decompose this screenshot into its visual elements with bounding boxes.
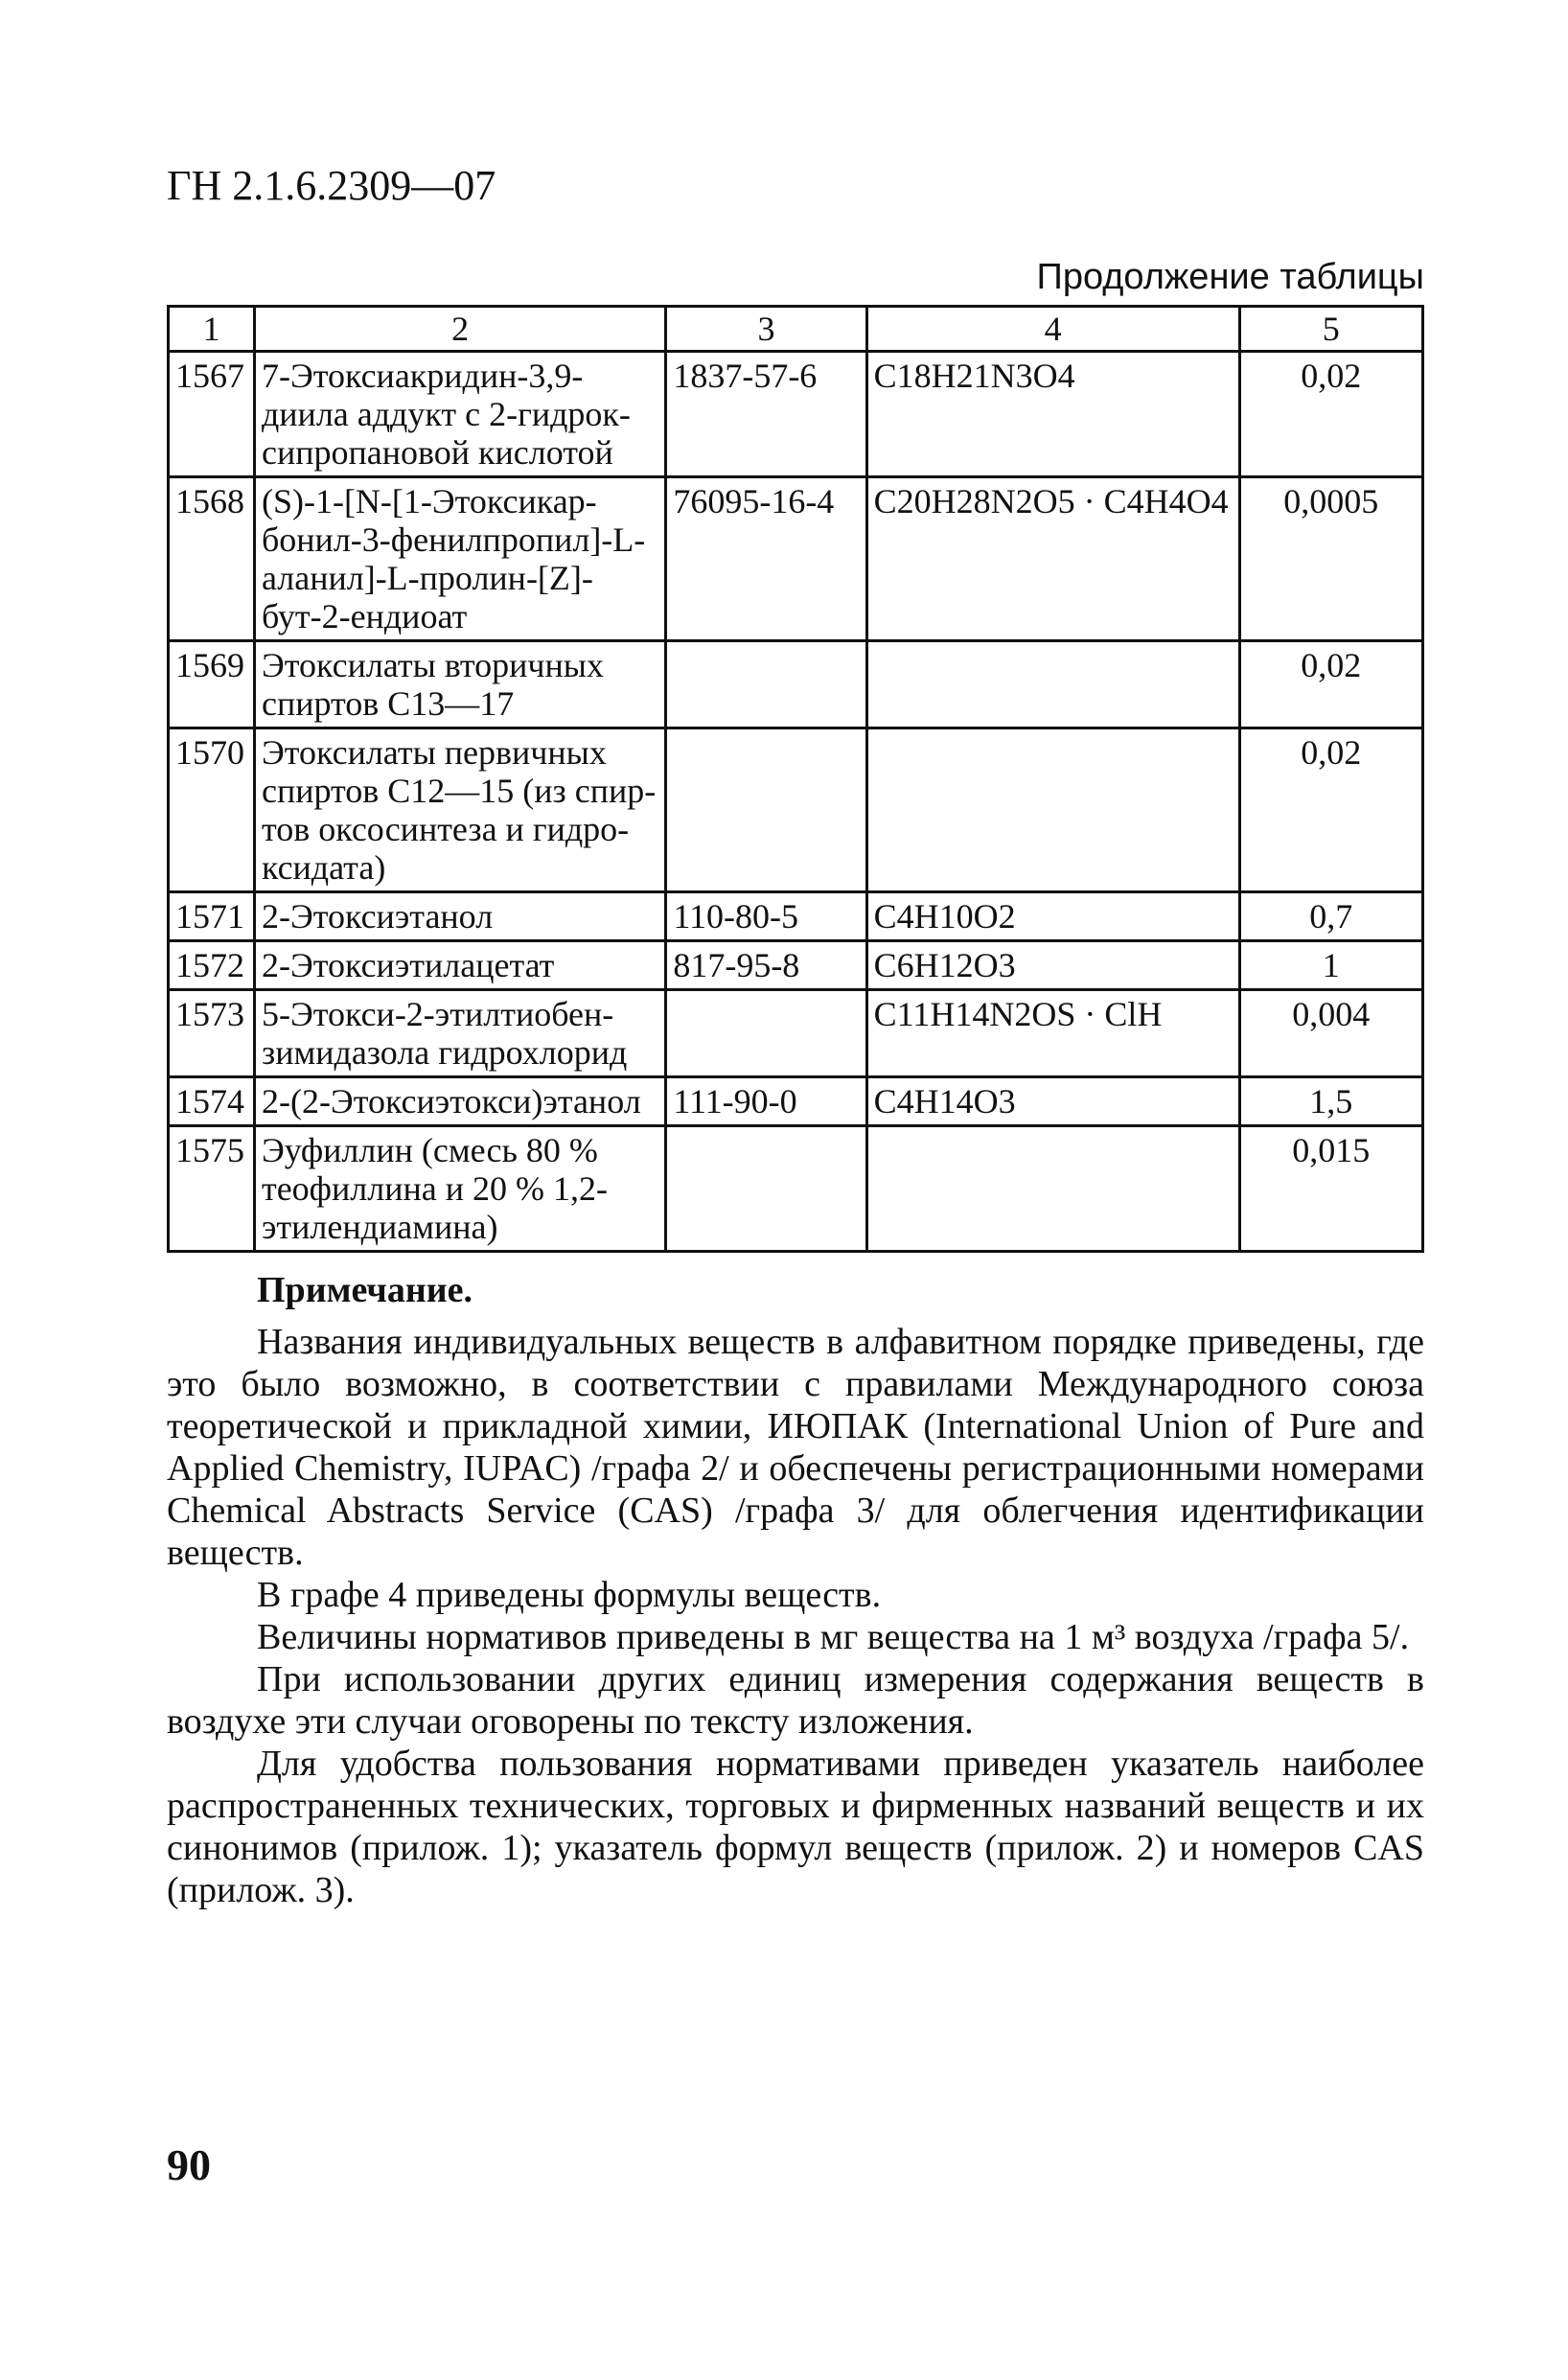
table-row: [169, 1126, 1423, 1252]
cas-number: 1837-57-6: [666, 352, 866, 477]
row-number: 1570: [169, 728, 255, 892]
note-paragraph: Для удобства пользования нормативами приведен указатель наиболее распространенных технических, торговых и фирменных названий веществ и их синонимов (прилож. 1); указатель формул веществ (прилож. 2) и номеров CAS (прилож. 3).: [167, 1744, 1424, 1910]
row-number: 1571: [169, 892, 255, 941]
row-number: 1575: [169, 1126, 255, 1252]
cas-number: 111-90-0: [666, 1077, 866, 1126]
table-row: [169, 892, 1423, 941]
substance-name: 2-(2-Этоксиэтокси)этанол: [254, 1077, 665, 1126]
chemical-formula: C20H28N2O5 · C4H4O4: [866, 477, 1239, 641]
row-number: 1568: [169, 477, 255, 641]
cas-number: 817-95-8: [666, 941, 866, 990]
note-text: [167, 1321, 1424, 1911]
norm-value: 0,7: [1239, 892, 1422, 941]
cas-number: [666, 728, 866, 892]
table-header-row: [169, 307, 1423, 352]
column-header: 4: [866, 307, 1239, 352]
note-title: Примечание.: [257, 1270, 473, 1310]
substance-name: Эуфиллин (смесь 80 % теофиллина и 20 % 1,2-этилендиамина): [254, 1126, 665, 1252]
cas-number: 76095-16-4: [666, 477, 866, 641]
norm-value: 0,02: [1239, 352, 1422, 477]
note-paragraph: Названия индивидуальных веществ в алфавитном порядке приведены, где это было возможно, в соответствии с правилами Международного союза теоретической и прикладной химии, ИЮПАК (International Union of Pure and Applied Chemistry, IUPAC) /графа 2/ и обеспечены регистрационными номерами Chemical Abstracts Service (CAS) /графа 3/ для облегчения идентификации веществ.: [167, 1322, 1424, 1573]
column-header: 5: [1239, 307, 1422, 352]
row-number: 1574: [169, 1077, 255, 1126]
cas-number: [666, 990, 866, 1077]
column-header: 2: [254, 307, 665, 352]
chemical-formula: C6H12O3: [866, 941, 1239, 990]
document-code: ГН 2.1.6.2309—07: [167, 162, 496, 209]
row-number: 1569: [169, 641, 255, 728]
table-row: [169, 641, 1423, 728]
table-row: [169, 728, 1423, 892]
chemical-formula: C4H10O2: [866, 892, 1239, 941]
substance-name: 5-Этокси-2-этилтиобен-зимидазола гидрохлорид: [254, 990, 665, 1077]
table-row: [169, 1077, 1423, 1126]
norm-value: 0,004: [1239, 990, 1422, 1077]
row-number: 1573: [169, 990, 255, 1077]
norm-value: 0,02: [1239, 728, 1422, 892]
chemical-formula: C4H14O3: [866, 1077, 1239, 1126]
table-row: [169, 990, 1423, 1077]
norm-value: 0,0005: [1239, 477, 1422, 641]
table-row: [169, 352, 1423, 477]
chemical-formula: C18H21N3O4: [866, 352, 1239, 477]
substance-name: 2-Этоксиэтилацетат: [254, 941, 665, 990]
row-number: 1572: [169, 941, 255, 990]
table-row: [169, 477, 1423, 641]
page-number: 90: [167, 2140, 211, 2189]
column-header: 1: [169, 307, 255, 352]
substance-name: Этоксилаты первичных спиртов C12—15 (из спир-тов оксосинтеза и гидро-ксидата): [254, 728, 665, 892]
norm-value: 1: [1239, 941, 1422, 990]
cas-number: [666, 641, 866, 728]
cas-number: [666, 1126, 866, 1252]
norm-value: 0,02: [1239, 641, 1422, 728]
row-number: 1567: [169, 352, 255, 477]
note-paragraph: При использовании других единиц измерения содержания веществ в воздухе эти случаи оговорены по тексту изложения.: [167, 1659, 1424, 1742]
substance-name: 2-Этоксиэтанол: [254, 892, 665, 941]
note-paragraph: Величины нормативов приведены в мг вещества на 1 м³ воздуха /графа 5/.: [257, 1617, 1410, 1657]
note-paragraph: В графе 4 приведены формулы веществ.: [257, 1575, 882, 1615]
chemical-formula: [866, 728, 1239, 892]
chemical-formula: C11H14N2OS · ClH: [866, 990, 1239, 1077]
substances-table: [167, 305, 1424, 1253]
table-row: [169, 941, 1423, 990]
cas-number: 110-80-5: [666, 892, 866, 941]
norm-value: 1,5: [1239, 1077, 1422, 1126]
column-header: 3: [666, 307, 866, 352]
substance-name: (S)-1-[N-[1-Этоксикар-бонил-3-фенилпропил]-L-аланил]-L-пролин-[Z]-бут-2-ендиоат: [254, 477, 665, 641]
chemical-formula: [866, 641, 1239, 728]
chemical-formula: [866, 1126, 1239, 1252]
table-continuation-label: Продолжение таблицы: [1036, 257, 1424, 297]
norm-value: 0,015: [1239, 1126, 1422, 1252]
substance-name: Этоксилаты вторичных спиртов C13—17: [254, 641, 665, 728]
substance-name: 7-Этоксиакридин-3,9-диила аддукт с 2-гидрок-сипропановой кислотой: [254, 352, 665, 477]
